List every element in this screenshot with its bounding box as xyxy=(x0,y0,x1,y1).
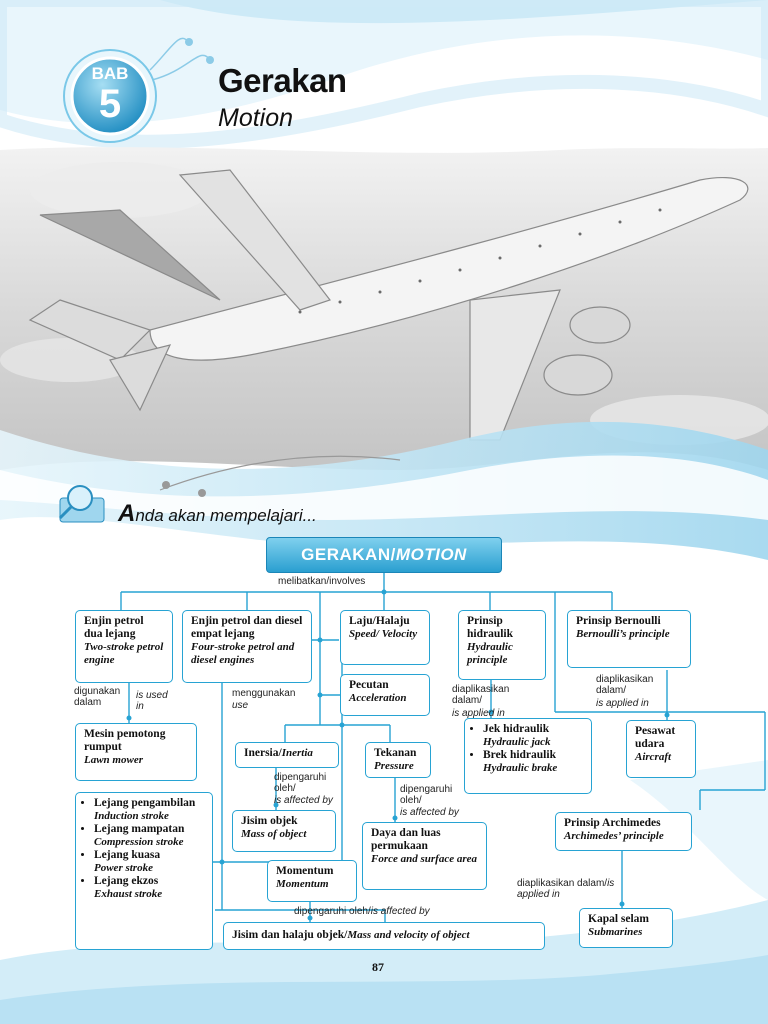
node-two-stroke-en: Two-stroke petrol engine xyxy=(84,641,164,666)
stroke-en: Induction stroke xyxy=(94,810,169,822)
node-archimedes-principle xyxy=(555,812,692,851)
label-affected-inertia-ms: dipengaruhi oleh/ xyxy=(274,772,327,794)
node-speed-ms: Laju/Halaju xyxy=(349,615,410,627)
intro-lead-letter: A xyxy=(118,500,136,527)
label-affected-momentum-ms: dipengaruhi oleh/ xyxy=(294,906,371,917)
label-uses-en: use xyxy=(232,700,249,711)
node-submarines xyxy=(579,908,673,948)
list-item xyxy=(94,797,204,823)
label-applied-archimedes-en: is applied in xyxy=(517,878,615,900)
topic-en: MOTION xyxy=(395,545,467,564)
node-submarines-ms: Kapal selam xyxy=(588,913,650,925)
involves-label: melibatkan/involves xyxy=(278,576,366,587)
node-pressure-ms: Tekanan xyxy=(374,747,417,759)
node-four-stroke-ms: Enjin petrol dan diesel empat lejang xyxy=(191,615,303,640)
node-acceleration-ms: Pecutan xyxy=(349,679,389,691)
badge-label: BAB xyxy=(91,64,129,83)
node-aircraft-ms: Pesawat udara xyxy=(635,725,676,750)
node-lawn-mower xyxy=(75,723,197,781)
intro-text: nda akan mempelajari... xyxy=(135,506,317,525)
badge-number: 5 xyxy=(98,82,122,126)
node-momentum-ms: Momentum xyxy=(276,865,334,877)
stroke-en: Compression stroke xyxy=(94,836,184,848)
brake-en: Hydraulic brake xyxy=(483,762,558,774)
node-mass-velocity-en: Mass and velocity of object xyxy=(347,929,470,941)
chapter-title: Gerakan xyxy=(218,62,347,99)
stroke-ms: Lejang mampatan xyxy=(94,823,185,835)
node-force-area-ms: Daya dan luas permukaan xyxy=(371,827,441,852)
stroke-en: Power stroke xyxy=(94,862,153,874)
label-applied-archimedes-ms: diaplikasikan dalam/ xyxy=(517,878,608,889)
node-bernoulli-en: Bernoulli’s principle xyxy=(576,628,670,640)
concept-map-topic xyxy=(266,537,502,573)
node-acceleration-en: Acceleration xyxy=(349,692,407,704)
brake-ms: Brek hidraulik xyxy=(483,749,556,761)
node-archimedes-ms: Prinsip Archimedes xyxy=(564,817,661,829)
node-aircraft-en: Aircraft xyxy=(635,751,672,763)
node-bernoulli-ms: Prinsip Bernoulli xyxy=(576,615,661,627)
node-hydraulic-principle xyxy=(458,610,546,680)
list-item xyxy=(483,749,583,775)
node-hydraulic-en: Hydraulic principle xyxy=(467,641,513,666)
label-applied-hydraulic-ms: diaplikasikan dalam/ xyxy=(452,684,510,706)
stroke-ms: Lejang ekzos xyxy=(94,875,159,887)
stroke-en: Exhaust stroke xyxy=(94,888,163,900)
node-mass-of-object xyxy=(232,810,336,852)
node-hydraulic-ms: Prinsip hidraulik xyxy=(467,615,514,640)
node-inertia-ms: Inersia/ xyxy=(244,747,282,759)
node-pressure xyxy=(365,742,431,778)
label-affected-pressure-ms: dipengaruhi oleh/ xyxy=(400,784,453,806)
node-two-stroke-engine xyxy=(75,610,173,683)
node-bernoulli-principle xyxy=(567,610,691,668)
stroke-ms: Lejang kuasa xyxy=(94,849,161,861)
node-inertia xyxy=(235,742,339,768)
list-item xyxy=(94,823,204,849)
label-affected-pressure-en: is affected by xyxy=(400,807,459,818)
node-acceleration xyxy=(340,674,430,716)
node-submarines-en: Submarines xyxy=(588,926,643,938)
node-momentum xyxy=(267,860,357,902)
label-applied-bernoulli-en: is applied in xyxy=(596,698,649,709)
list-item xyxy=(94,875,204,901)
label-used-in-ms: digunakan dalam xyxy=(74,686,121,708)
node-force-and-area xyxy=(362,822,487,890)
list-item xyxy=(94,849,204,875)
node-pressure-en: Pressure xyxy=(374,760,414,772)
label-used-in-en: is used in xyxy=(136,690,168,712)
node-force-area-en: Force and surface area xyxy=(371,853,478,865)
jack-ms: Jek hidraulik xyxy=(483,723,550,735)
node-four-stroke-engine xyxy=(182,610,312,683)
node-lawn-mower-ms: Mesin pemotong rumput xyxy=(84,728,166,753)
node-aircraft xyxy=(626,720,696,778)
label-applied-bernoulli-ms: diaplikasikan dalam/ xyxy=(596,674,654,696)
node-hydraulic-applications xyxy=(464,718,592,794)
node-speed xyxy=(340,610,430,665)
node-mass-and-velocity xyxy=(223,922,545,950)
label-applied-hydraulic-en: is applied in xyxy=(452,708,505,719)
page-number: 87 xyxy=(372,960,384,974)
label-affected-momentum xyxy=(294,906,430,917)
node-momentum-en: Momentum xyxy=(276,878,329,890)
topic-ms: GERAKAN/ xyxy=(301,545,396,564)
node-inertia-en: Inertia xyxy=(281,747,313,759)
node-mass-ms: Jisim objek xyxy=(241,815,298,827)
chapter-subtitle: Motion xyxy=(218,104,294,132)
list-item xyxy=(483,723,583,749)
node-mass-en: Mass of object xyxy=(241,828,307,840)
label-applied-archimedes xyxy=(517,878,617,900)
label-uses-ms: menggunakan xyxy=(232,688,296,699)
node-lawn-mower-en: Lawn mower xyxy=(84,754,143,766)
node-speed-en: Speed/ Velocity xyxy=(349,628,418,640)
node-mass-velocity-ms: Jisim dan halaju objek/ xyxy=(232,929,348,941)
node-four-stroke-en: Four-stroke petrol and diesel engines xyxy=(191,641,295,666)
label-affected-momentum-en: is affected by xyxy=(370,906,430,917)
label-affected-inertia-en: is affected by xyxy=(274,795,333,806)
stroke-ms: Lejang pengambilan xyxy=(94,797,196,809)
node-four-strokes-list xyxy=(75,792,213,950)
jack-en: Hydraulic jack xyxy=(483,736,551,748)
node-two-stroke-ms: Enjin petrol dua lejang xyxy=(84,615,144,640)
node-archimedes-en: Archimedes’ principle xyxy=(564,830,664,842)
